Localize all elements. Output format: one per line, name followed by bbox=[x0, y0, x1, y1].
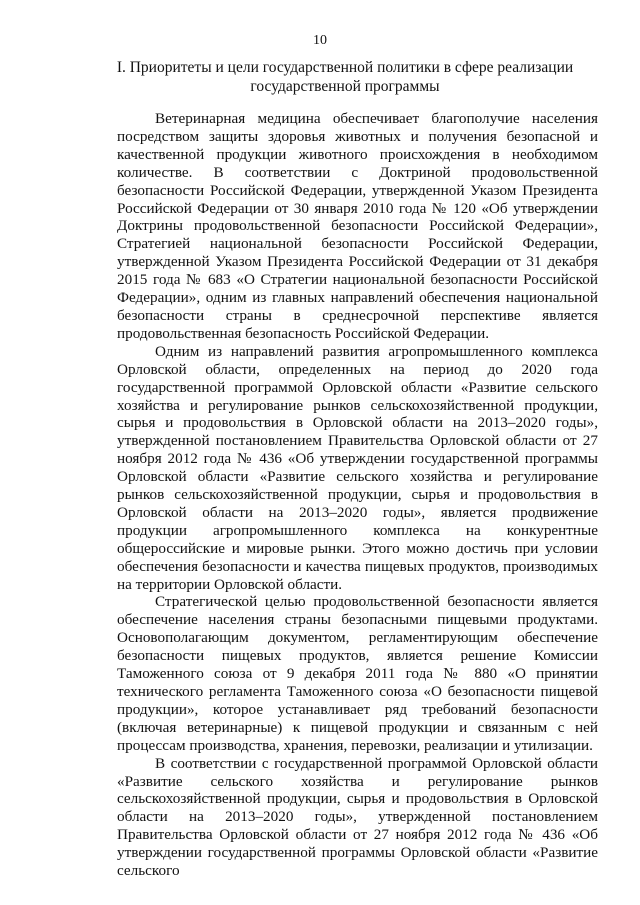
body-text bbox=[117, 110, 598, 880]
paragraph-3: Стратегической целью продовольственной безопасности является обеспечение населения страны безопасными пищевыми продуктами. Основополагающим документом, регламентирующим обеспечение безопасности пищевых продуктов, является решение Комиссии Таможенного союза от 9 декабря 2011 года № 880 «О принятии технического регламента Таможенного союза «О безопасности пищевой продукции», которое устанавливает ряд требований безопасности (включая ветеринарные) к пищевой продукции и связанным с ней процессам производства, хранения, перевозки, реализации и утилизации. bbox=[117, 593, 598, 754]
paragraph-2: Одним из направлений развития агропромышленного комплекса Орловской области, определенных на период до 2020 года государственной программой Орловской области «Развитие сельского хозяйства и регулирование рынков сельскохозяйственной продукции, сырья и продовольствия в Орловской области на 2013–2020 годы», утвержденной постановлением Правительства Орловской области от 27 ноября 2012 года № 436 «Об утверждении государственной программы Орловской области «Развитие сельского хозяйства и регулирование рынков сельскохозяйственной продукции, сырья и продовольствия в Орловской области на 2013–2020 годы», является продвижение продукции агропромышленного комплекса на конкурентные общероссийские и мировые рынки. Этого можно достичь при условии обеспечения безопасности и качества пищевых продуктов, производимых на территории Орловской области. bbox=[117, 342, 598, 593]
section-title: I. Приоритеты и цели государственной политики в сфере реализации государственной программы bbox=[116, 59, 574, 95]
page-number: 10 bbox=[313, 33, 327, 48]
paragraph-1: Ветеринарная медицина обеспечивает благополучие населения посредством защиты здоровья животных и получения безопасной и качественной продукции животного происхождения в необходимом количестве. В соответствии с Доктриной продовольственной безопасности Российской Федерации, утвержденной Указом Президента Российской Федерации от 30 января 2010 года № 120 «Об утверждении Доктрины продовольственной безопасности Российской Федерации», Стратегией национальной безопасности Российской Федерации, утвержденной Указом Президента Российской Федерации от 31 декабря 2015 года № 683 «О Стратегии национальной безопасности Российской Федерации», одним из главных направлений обеспечения национальной безопасности страны в среднесрочной перспективе является продовольственная безопасность Российской Федерации. bbox=[117, 110, 598, 342]
paragraph-4: В соответствии с государственной программой Орловской области «Развитие сельского хозяйства и регулирование рынков сельскохозяйственной продукции, сырья и продовольствия в Орловской области на 2013–2020 годы», утвержденной постановлением Правительства Орловской области от 27 ноября 2012 года № 436 «Об утверждении государственной программы Орловской области «Развитие сельского bbox=[117, 754, 598, 880]
